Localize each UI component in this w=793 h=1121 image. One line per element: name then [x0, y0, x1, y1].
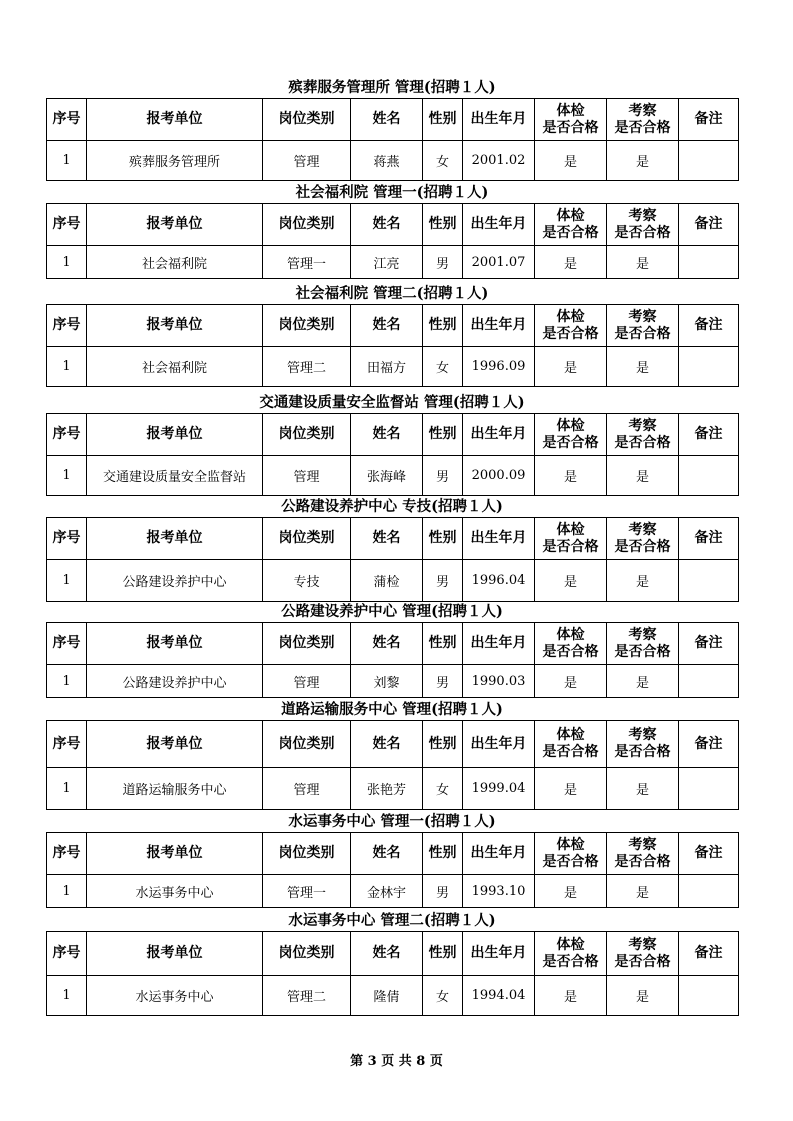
header-post: 岗位类别 — [263, 833, 351, 875]
section-title: 道路运输服务中心 管理(招聘１人) — [281, 701, 503, 718]
header-gender: 性别 — [423, 833, 463, 875]
cell-seq: 1 — [47, 768, 87, 810]
section-2 — [46, 284, 738, 387]
header-inspect-line1: 考察 — [628, 417, 657, 434]
cell-exam: 是 — [535, 560, 607, 602]
header-gender: 性别 — [423, 204, 463, 246]
header-name: 姓名 — [351, 518, 423, 560]
cell-exam: 是 — [535, 141, 607, 181]
header-name: 姓名 — [351, 623, 423, 665]
cell-gender: 男 — [423, 665, 463, 698]
header-name: 姓名 — [351, 932, 423, 976]
header-name: 姓名 — [351, 204, 423, 246]
section-title: 公路建设养护中心 管理(招聘１人) — [281, 603, 503, 620]
header-gender: 性别 — [423, 99, 463, 141]
header-birth: 出生年月 — [463, 932, 535, 976]
header-row — [47, 99, 739, 141]
header-exam — [535, 99, 607, 141]
cell-post: 管理 — [263, 665, 351, 698]
header-unit: 报考单位 — [87, 204, 263, 246]
cell-post: 管理二 — [263, 976, 351, 1016]
section-title: 社会福利院 管理一(招聘１人) — [295, 184, 489, 201]
header-birth: 出生年月 — [463, 305, 535, 347]
header-birth: 出生年月 — [463, 99, 535, 141]
cell-gender: 男 — [423, 246, 463, 279]
cell-unit: 水运事务中心 — [87, 976, 263, 1016]
header-inspect-line1: 考察 — [628, 626, 657, 643]
header-name: 姓名 — [351, 414, 423, 456]
cell-inspect: 是 — [607, 976, 679, 1016]
cell-seq: 1 — [47, 875, 87, 908]
cell-birth: 2001.02 — [463, 141, 535, 181]
header-post: 岗位类别 — [263, 99, 351, 141]
header-seq: 序号 — [47, 518, 87, 560]
header-gender: 性别 — [423, 305, 463, 347]
header-exam-line1: 体检 — [556, 727, 585, 743]
header-birth: 出生年月 — [463, 204, 535, 246]
header-inspect-line2: 是否合格 — [614, 643, 671, 660]
header-inspect-line1: 考察 — [628, 521, 657, 538]
cell-post: 管理 — [263, 768, 351, 810]
section-7 — [46, 812, 738, 908]
header-exam-line2: 是否合格 — [542, 643, 599, 660]
cell-birth: 1996.09 — [463, 347, 535, 387]
header-inspect-line1: 考察 — [628, 727, 657, 743]
header-row — [47, 932, 739, 976]
cell-unit: 社会福利院 — [87, 347, 263, 387]
header-remark: 备注 — [679, 623, 739, 665]
header-unit: 报考单位 — [87, 721, 263, 768]
header-exam — [535, 721, 607, 768]
result-table — [46, 720, 739, 810]
header-birth: 出生年月 — [463, 623, 535, 665]
header-exam — [535, 414, 607, 456]
cell-unit: 公路建设养护中心 — [87, 665, 263, 698]
header-gender: 性别 — [423, 518, 463, 560]
cell-inspect: 是 — [607, 665, 679, 698]
cell-inspect: 是 — [607, 560, 679, 602]
result-table — [46, 517, 739, 602]
header-unit: 报考单位 — [87, 932, 263, 976]
header-exam — [535, 204, 607, 246]
table-row — [47, 456, 739, 496]
cell-seq: 1 — [47, 347, 87, 387]
header-seq: 序号 — [47, 305, 87, 347]
cell-exam: 是 — [535, 665, 607, 698]
section-8 — [46, 911, 738, 1016]
result-table — [46, 832, 739, 908]
result-table — [46, 413, 739, 496]
header-exam-line1: 体检 — [556, 207, 585, 224]
cell-gender: 女 — [423, 141, 463, 181]
header-seq: 序号 — [47, 833, 87, 875]
header-seq: 序号 — [47, 932, 87, 976]
header-inspect-line2: 是否合格 — [614, 434, 671, 451]
section-title: 交通建设质量安全监督站 管理(招聘１人) — [259, 394, 525, 411]
cell-exam: 是 — [535, 976, 607, 1016]
cell-name: 隆倩 — [351, 976, 423, 1016]
result-table — [46, 98, 739, 181]
header-exam-line1: 体检 — [556, 936, 585, 953]
cell-inspect: 是 — [607, 347, 679, 387]
header-gender: 性别 — [423, 623, 463, 665]
cell-inspect: 是 — [607, 246, 679, 279]
header-row — [47, 518, 739, 560]
cell-inspect: 是 — [607, 875, 679, 908]
cell-exam: 是 — [535, 456, 607, 496]
header-exam — [535, 932, 607, 976]
cell-post: 管理一 — [263, 875, 351, 908]
header-inspect-line1: 考察 — [628, 207, 657, 224]
header-post: 岗位类别 — [263, 414, 351, 456]
cell-remark — [679, 347, 739, 387]
header-unit: 报考单位 — [87, 518, 263, 560]
header-inspect — [607, 932, 679, 976]
header-exam-line2: 是否合格 — [542, 953, 599, 970]
cell-name: 江亮 — [351, 246, 423, 279]
cell-seq: 1 — [47, 141, 87, 181]
cell-gender: 男 — [423, 560, 463, 602]
cell-name: 刘黎 — [351, 665, 423, 698]
header-remark: 备注 — [679, 932, 739, 976]
header-inspect-line2: 是否合格 — [614, 325, 671, 342]
cell-remark — [679, 246, 739, 279]
cell-birth: 1996.04 — [463, 560, 535, 602]
header-post: 岗位类别 — [263, 305, 351, 347]
header-row — [47, 721, 739, 768]
header-remark: 备注 — [679, 305, 739, 347]
cell-remark — [679, 768, 739, 810]
header-exam-line1: 体检 — [556, 626, 585, 643]
cell-exam: 是 — [535, 347, 607, 387]
header-inspect — [607, 414, 679, 456]
header-birth: 出生年月 — [463, 518, 535, 560]
header-inspect-line2: 是否合格 — [614, 538, 671, 555]
header-row — [47, 204, 739, 246]
cell-unit: 公路建设养护中心 — [87, 560, 263, 602]
header-exam — [535, 518, 607, 560]
header-inspect — [607, 721, 679, 768]
header-exam-line2: 是否合格 — [542, 434, 599, 451]
cell-name: 张艳芳 — [351, 768, 423, 810]
result-table — [46, 622, 739, 698]
header-inspect-line1: 考察 — [628, 936, 657, 953]
header-row — [47, 414, 739, 456]
header-inspect-line2: 是否合格 — [614, 744, 671, 760]
section-0 — [46, 78, 738, 181]
cell-name: 蒋燕 — [351, 141, 423, 181]
cell-post: 管理二 — [263, 347, 351, 387]
cell-unit: 道路运输服务中心 — [87, 768, 263, 810]
cell-post: 专技 — [263, 560, 351, 602]
header-exam — [535, 833, 607, 875]
cell-post: 管理 — [263, 141, 351, 181]
section-title: 水运事务中心 管理二(招聘１人) — [288, 912, 496, 929]
page-footer: 第 3 页 共 8 页 — [350, 1054, 443, 1069]
cell-post: 管理 — [263, 456, 351, 496]
header-unit: 报考单位 — [87, 99, 263, 141]
header-remark: 备注 — [679, 99, 739, 141]
header-exam-line1: 体检 — [556, 417, 585, 434]
cell-birth: 1993.10 — [463, 875, 535, 908]
header-inspect-line1: 考察 — [628, 308, 657, 325]
header-inspect-line2: 是否合格 — [614, 224, 671, 241]
cell-gender: 女 — [423, 347, 463, 387]
header-inspect — [607, 204, 679, 246]
table-row — [47, 347, 739, 387]
header-post: 岗位类别 — [263, 932, 351, 976]
cell-unit: 社会福利院 — [87, 246, 263, 279]
header-seq: 序号 — [47, 721, 87, 768]
header-post: 岗位类别 — [263, 518, 351, 560]
cell-remark — [679, 875, 739, 908]
header-name: 姓名 — [351, 721, 423, 768]
header-gender: 性别 — [423, 414, 463, 456]
header-inspect — [607, 518, 679, 560]
cell-seq: 1 — [47, 560, 87, 602]
section-4 — [46, 497, 738, 602]
header-gender: 性别 — [423, 932, 463, 976]
section-title: 公路建设养护中心 专技(招聘１人) — [281, 498, 503, 515]
header-exam — [535, 623, 607, 665]
cell-name: 蒲检 — [351, 560, 423, 602]
header-exam-line2: 是否合格 — [542, 538, 599, 555]
header-seq: 序号 — [47, 99, 87, 141]
header-seq: 序号 — [47, 204, 87, 246]
cell-birth: 2001.07 — [463, 246, 535, 279]
header-birth: 出生年月 — [463, 833, 535, 875]
cell-exam: 是 — [535, 246, 607, 279]
header-exam-line2: 是否合格 — [542, 325, 599, 342]
cell-inspect: 是 — [607, 456, 679, 496]
table-row — [47, 665, 739, 698]
cell-gender: 女 — [423, 768, 463, 810]
header-exam-line1: 体检 — [556, 521, 585, 538]
header-birth: 出生年月 — [463, 414, 535, 456]
header-inspect — [607, 99, 679, 141]
header-gender: 性别 — [423, 721, 463, 768]
cell-unit: 交通建设质量安全监督站 — [87, 456, 263, 496]
section-1 — [46, 183, 738, 279]
cell-name: 田福方 — [351, 347, 423, 387]
header-name: 姓名 — [351, 99, 423, 141]
header-seq: 序号 — [47, 414, 87, 456]
header-exam-line1: 体检 — [556, 308, 585, 325]
header-exam-line1: 体检 — [556, 102, 585, 119]
header-row — [47, 305, 739, 347]
cell-name: 金林宇 — [351, 875, 423, 908]
header-unit: 报考单位 — [87, 833, 263, 875]
cell-name: 张海峰 — [351, 456, 423, 496]
cell-gender: 女 — [423, 976, 463, 1016]
section-title: 水运事务中心 管理一(招聘１人) — [288, 813, 496, 830]
header-post: 岗位类别 — [263, 721, 351, 768]
cell-gender: 男 — [423, 456, 463, 496]
header-birth: 出生年月 — [463, 721, 535, 768]
header-exam-line2: 是否合格 — [542, 853, 599, 870]
header-unit: 报考单位 — [87, 623, 263, 665]
cell-remark — [679, 456, 739, 496]
header-remark: 备注 — [679, 833, 739, 875]
header-exam-line2: 是否合格 — [542, 224, 599, 241]
section-5 — [46, 602, 738, 698]
cell-birth: 1990.03 — [463, 665, 535, 698]
result-table — [46, 304, 739, 387]
header-inspect-line2: 是否合格 — [614, 119, 671, 136]
header-name: 姓名 — [351, 833, 423, 875]
table-row — [47, 246, 739, 279]
cell-exam: 是 — [535, 768, 607, 810]
table-row — [47, 976, 739, 1016]
cell-remark — [679, 976, 739, 1016]
header-exam-line2: 是否合格 — [542, 744, 599, 760]
header-remark: 备注 — [679, 518, 739, 560]
header-inspect-line1: 考察 — [628, 836, 657, 853]
header-inspect-line2: 是否合格 — [614, 953, 671, 970]
header-remark: 备注 — [679, 204, 739, 246]
cell-remark — [679, 141, 739, 181]
cell-birth: 1999.04 — [463, 768, 535, 810]
header-unit: 报考单位 — [87, 305, 263, 347]
cell-post: 管理一 — [263, 246, 351, 279]
cell-unit: 水运事务中心 — [87, 875, 263, 908]
header-exam-line2: 是否合格 — [542, 119, 599, 136]
table-row — [47, 875, 739, 908]
cell-remark — [679, 665, 739, 698]
cell-birth: 2000.09 — [463, 456, 535, 496]
cell-inspect: 是 — [607, 768, 679, 810]
cell-seq: 1 — [47, 456, 87, 496]
header-name: 姓名 — [351, 305, 423, 347]
header-row — [47, 833, 739, 875]
section-3 — [46, 393, 738, 496]
header-inspect-line2: 是否合格 — [614, 853, 671, 870]
header-post: 岗位类别 — [263, 623, 351, 665]
header-inspect-line1: 考察 — [628, 102, 657, 119]
section-title: 殡葬服务管理所 管理(招聘１人) — [288, 79, 496, 96]
header-seq: 序号 — [47, 623, 87, 665]
cell-unit: 殡葬服务管理所 — [87, 141, 263, 181]
cell-seq: 1 — [47, 976, 87, 1016]
cell-seq: 1 — [47, 246, 87, 279]
result-table — [46, 931, 739, 1016]
result-table — [46, 203, 739, 279]
header-exam — [535, 305, 607, 347]
cell-exam: 是 — [535, 875, 607, 908]
section-title: 社会福利院 管理二(招聘１人) — [295, 285, 489, 302]
table-row — [47, 560, 739, 602]
cell-remark — [679, 560, 739, 602]
header-remark: 备注 — [679, 414, 739, 456]
header-inspect — [607, 833, 679, 875]
header-unit: 报考单位 — [87, 414, 263, 456]
header-inspect — [607, 305, 679, 347]
cell-birth: 1994.04 — [463, 976, 535, 1016]
header-row — [47, 623, 739, 665]
cell-inspect: 是 — [607, 141, 679, 181]
header-post: 岗位类别 — [263, 204, 351, 246]
cell-seq: 1 — [47, 665, 87, 698]
header-remark: 备注 — [679, 721, 739, 768]
header-inspect — [607, 623, 679, 665]
cell-gender: 男 — [423, 875, 463, 908]
table-row — [47, 141, 739, 181]
table-row — [47, 768, 739, 810]
header-exam-line1: 体检 — [556, 836, 585, 853]
section-6 — [46, 700, 738, 810]
